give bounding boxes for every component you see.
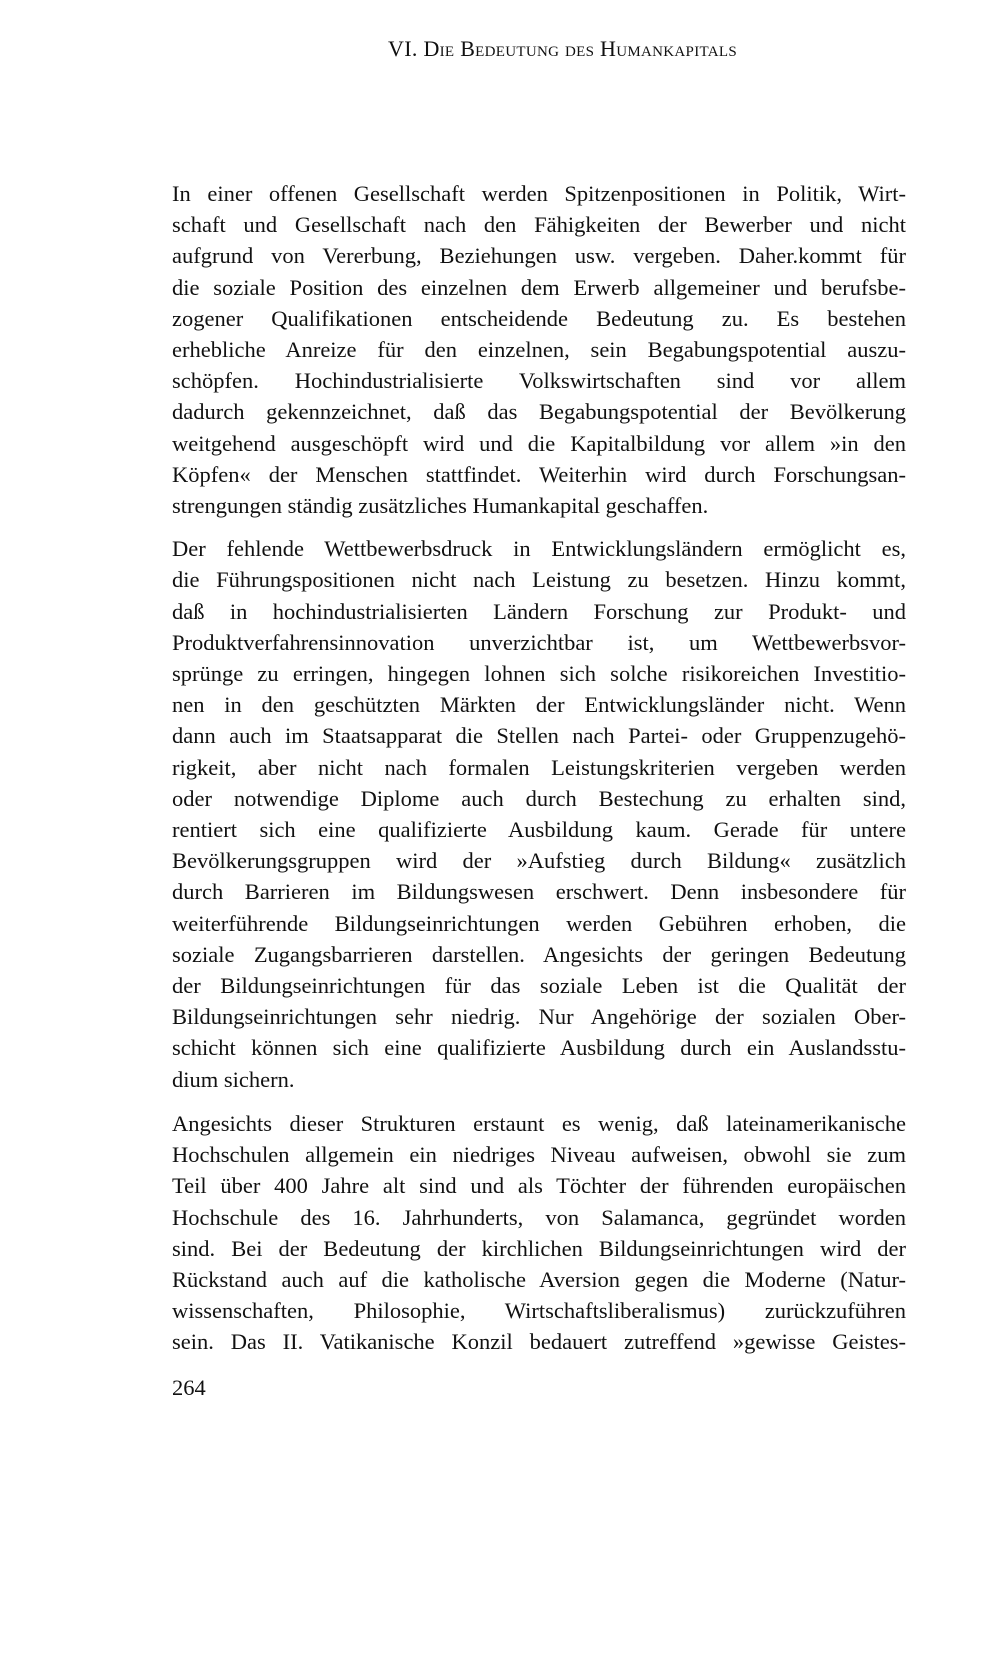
text-line: erhebliche Anreize für den einzelnen, sein Begabungspotential auszu- [172, 337, 906, 363]
text-line: rigkeit, aber nicht nach formalen Leistungskriterien vergeben werden [172, 754, 906, 780]
page-number: 264 [172, 1375, 206, 1400]
paragraph-3 [172, 1108, 906, 1358]
text-line: strengungen ständig zusätzliches Humankapital geschaffen. [172, 493, 709, 519]
text-line: Teil über 400 Jahre alt sind und als Töchter der führenden europäischen [172, 1173, 906, 1199]
text-line: Angesichts dieser Strukturen erstaunt es wenig, daß lateinamerikanische [172, 1110, 906, 1136]
text-line: schöpfen. Hochindustrialisierte Volkswirtschaften sind vor allem [172, 368, 906, 394]
chapter-title: Die Bedeutung des Humankapitals [423, 36, 737, 61]
text-line: rentiert sich eine qualifizierte Ausbildung kaum. Gerade für untere [172, 817, 906, 843]
body-text [172, 178, 906, 1358]
text-line: soziale Zugangsbarrieren darstellen. Angesichts der geringen Bedeutung [172, 941, 906, 967]
text-line: aufgrund von Vererbung, Beziehungen usw. vergeben. Daher.kommt für [172, 243, 906, 269]
text-line: sein. Das II. Vatikanische Konzil bedauert zutreffend »gewisse Geistes- [172, 1329, 906, 1355]
text-line: die Führungspositionen nicht nach Leistung zu besetzen. Hinzu kommt, [172, 567, 906, 593]
text-line: schaft und Gesellschaft nach den Fähigkeiten der Bewerber und nicht [172, 212, 906, 238]
text-line: Hochschulen allgemein ein niedriges Niveau aufweisen, obwohl sie zum [172, 1142, 906, 1168]
text-line: Hochschule des 16. Jahrhunderts, von Salamanca, gegründet worden [172, 1204, 906, 1230]
text-line: schicht können sich eine qualifizierte Ausbildung durch ein Auslandsstu- [172, 1035, 906, 1061]
text-line: durch Barrieren im Bildungswesen erschwert. Denn insbesondere für [172, 879, 906, 905]
text-line: Bevölkerungsgruppen wird der »Aufstieg durch Bildung« zusätzlich [172, 848, 906, 874]
text-line: der Bildungseinrichtungen für das soziale Leben ist die Qualität der [172, 973, 906, 999]
chapter-heading [0, 36, 1000, 62]
paragraph-1 [172, 178, 906, 521]
text-line: oder notwendige Diplome auch durch Bestechung zu erhalten sind, [172, 785, 906, 811]
text-line: sind. Bei der Bedeutung der kirchlichen Bildungseinrichtungen wird der [172, 1235, 906, 1261]
text-line: dium sichern. [172, 1066, 295, 1092]
text-line: daß in hochindustrialisierten Ländern Forschung zur Produkt- und [172, 598, 906, 624]
text-line: Köpfen« der Menschen stattfindet. Weiterhin wird durch Forschungsan- [172, 461, 906, 487]
text-line: die soziale Position des einzelnen dem Erwerb allgemeiner und berufsbe- [172, 274, 906, 300]
text-line: weiterführende Bildungseinrichtungen werden Gebühren erhoben, die [172, 910, 906, 936]
text-line: dann auch im Staatsapparat die Stellen nach Partei- oder Gruppenzugehö- [172, 723, 906, 749]
text-line: wissenschaften, Philosophie, Wirtschaftsliberalismus) zurückzuführen [172, 1298, 906, 1324]
text-line: Rückstand auch auf die katholische Aversion gegen die Moderne (Natur- [172, 1266, 906, 1292]
text-line: nen in den geschützten Märkten der Entwicklungsländer nicht. Wenn [172, 692, 906, 718]
chapter-number: VI. [388, 36, 418, 61]
text-line: zogener Qualifikationen entscheidende Bedeutung zu. Es bestehen [172, 305, 906, 331]
text-line: sprünge zu erringen, hingegen lohnen sich solche risikoreichen Investitio- [172, 661, 906, 687]
text-line: weitgehend ausgeschöpft wird und die Kapitalbildung vor allem »in den [172, 430, 906, 456]
text-line: dadurch gekennzeichnet, daß das Begabungspotential der Bevölkerung [172, 399, 906, 425]
text-line: Bildungseinrichtungen sehr niedrig. Nur Angehörige der sozialen Ober- [172, 1004, 906, 1030]
paragraph-2 [172, 533, 906, 1095]
text-line: Produktverfahrensinnovation unverzichtbar ist, um Wettbewerbsvor- [172, 629, 906, 655]
text-line: Der fehlende Wettbewerbsdruck in Entwicklungsländern ermöglicht es, [172, 536, 906, 562]
text-line: In einer offenen Gesellschaft werden Spitzenpositionen in Politik, Wirt- [172, 181, 906, 206]
